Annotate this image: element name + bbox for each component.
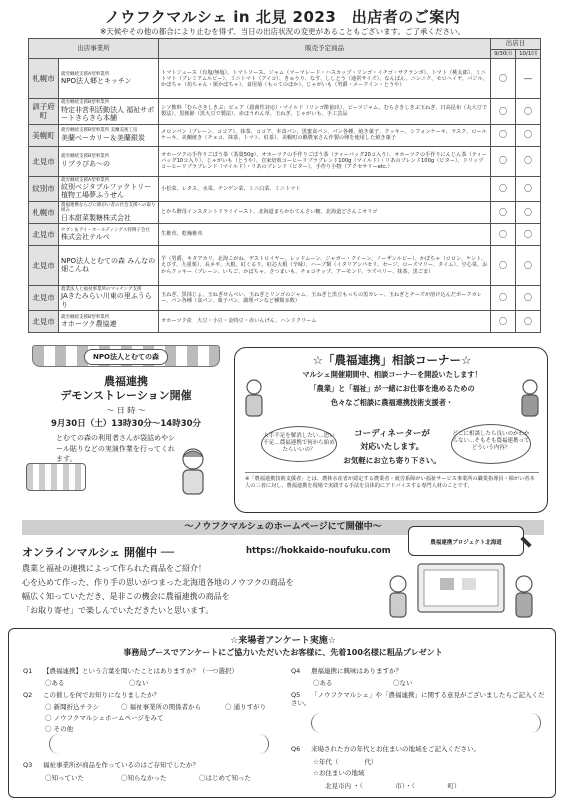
q6-area-field[interactable]: 北見市内 ・（ 市）・（ 町） [325,782,461,790]
q3-opt-first-time[interactable]: 〇はじめて知った [199,774,251,782]
page-note: ※天候やその他の都合により止むを得ず、当日の出店状況の変更があることもございます。ご了承ください。 [99,27,466,36]
row-business [59,201,159,223]
row-business-type: 農業法人と福祉事業所のマッチング支援 [61,286,142,292]
q2-opt-homepage[interactable]: 〇 ノウフクマルシェホームページをみて [45,714,164,722]
farmer-person-icon [241,378,267,418]
survey-title: ☆来場者アンケート実施☆ [230,636,336,646]
row-business [59,176,159,201]
row-day1-mark: 〇 [491,223,516,245]
row-city: 訓子府町 [29,99,59,124]
row-business-name: 紋別ベジタブルファクトリー 植物工場夢ふうせん [61,182,152,200]
q5: Q5 「ノウフクマルシェ」や「農福連携」に関する意見がございましたらご記入ください。 [291,691,545,708]
q3-opt-didnt-know[interactable]: 〇知らなかった [121,774,167,782]
consult-section [234,347,548,513]
table-row [29,245,541,285]
row-day1-mark: 〇 [491,311,516,333]
demo-date-label: ～ 日 時 ～ [106,406,146,415]
row-day2-mark: 〇 [516,146,541,176]
online-line-3: 幅広く知っていただき、是非この機会に農福連携の商品を [22,592,230,601]
q2-opt-newspaper[interactable]: 〇 新聞折込チラシ [45,703,100,711]
row-day1-mark: 〇 [491,201,516,223]
row-business-name: NPO法人郷とキッチン [61,77,132,86]
table-row [29,311,541,333]
row-day1-mark: 〇 [491,176,516,201]
row-city: 北見市 [29,285,59,310]
table-row [29,201,541,223]
row-business-name: 特定非営利活動法人 福祉サポートきらきら本舗 [61,105,155,123]
row-business-name: 美蘭ベーカリー＆美蘭銀炭 [61,133,145,142]
demo-datetime: 9月30日（土）13時30分～14時30分 [50,419,202,429]
online-line-1: 農業と福祉の連携によって作られた商品をご紹介！ [22,564,206,573]
row-business [59,245,159,285]
row-products: オホーツク産 大豆・小豆・金時豆・赤いんげん、ハンドクリーム [159,311,491,333]
row-day1-mark: 〇 [491,99,516,124]
row-city: 札幌市 [29,201,59,223]
q3: Q3 福祉事業所が商品を作っているのはご存知でしたか？ [23,761,199,769]
table-row [29,99,541,124]
consult-line-2: 「農業」と「福祉」が一緒にお仕事を進めるための [309,384,475,393]
table-row [29,59,541,99]
row-business-type: セブン＆アイ・ホールディングス特例子会社 [61,227,150,233]
consult-coordinator: コーディネーターが [354,429,430,439]
q1: Q1 【農福連携】という言葉を聞いたことはありますか？（一つ選択） [23,667,238,675]
row-business-name: NPO法人とむての森 みんなの畑こんね [61,257,156,274]
row-day1-mark: 〇 [491,146,516,176]
row-business-type: 就労継続支援B型事業所 [61,100,110,106]
row-products: とかち酵母インスタントドライイースト、北海道まちかわてんさい糖、北海道どさんこオリゴ [159,201,491,223]
row-business-name: JAきたみらい川東の里ふうらり [61,292,152,309]
q6: Q6 来場された方の年代とお住まいの地域をご記入ください。 [291,745,480,753]
row-business-type: 農福連携ならびに障がい者の社会支援への取り組み [61,202,156,214]
demo-section [22,345,230,505]
table-row [29,124,541,146]
row-business-type: 就労継続支援A型事業所 [61,177,110,183]
row-business-name: 株式会社テルベ [61,232,110,241]
row-day2-mark: 〇 [516,176,541,201]
col-day1: 9/30㈯ [491,49,516,59]
q6-age-field[interactable]: ☆年代（ 代） [313,758,378,766]
row-city: 北見市 [29,223,59,245]
homepage-banner: ～ノウフクマルシェのホームページにて開催中～ [22,520,544,535]
q4-opt-yes[interactable]: 〇ある [313,679,333,687]
q2-other-field[interactable] [49,734,269,754]
col-products: 販売予定商品 [159,39,491,59]
q2-opt-other[interactable]: 〇 その他 [45,725,74,733]
consult-footnote: ※「農福連携技術支援者」とは、農林水産省が認定する農業者・就労系障がい福祉サービス事業所の職業指導員・障がい者本人の三者に対し、農福連携を現場で実践する手法を具体的にアドバイスする専門人材のことです。 [245,472,539,490]
col-date-group: 出店日 [491,39,541,50]
q1-opt-no[interactable]: 〇ない [129,679,149,687]
row-business [59,285,159,310]
table-row [29,176,541,201]
consult-respond: 対応いたします。 [360,442,424,451]
row-business-type: 就労継続支援B型事業所 [61,314,110,320]
survey-section [8,628,556,798]
row-day2-mark: 〇 [516,311,541,333]
row-products: シソ飲料「むらさきしきぶ」ピュア（殺菌性対応）・マイルド（リンゴ酢抽出）、ビーツジャム、むらさきしきぶ玉ねぎ、日高昆布（丸大豆で製法）、黒豚節（黒大豆で製法）、赤ほうれん草、玉ねぎ、じゃがいも、手工芸品 [159,99,491,124]
q5-comment-field[interactable] [311,713,541,733]
online-line-2: 心を込めて作った、作り手の思いがつまった北海道各地のノウフクの商品を [22,578,294,587]
row-city: 紋別市 [29,176,59,201]
row-day2-mark: 〇 [516,223,541,245]
bubble-left: 人手不足を解消したい…思い不足…農福連携で何から始めたらいいの？ [261,426,337,462]
row-day1-mark: 〇 [491,245,516,285]
shopping-family-illustration-icon [378,560,544,622]
col-business: 出店事業所 [29,39,159,59]
page-title: ノウフクマルシェ in 北見 2023 出店者のご案内 [104,8,461,26]
consult-call: お気軽にお立ち寄り下さい。 [343,456,441,465]
row-city: 美幌町 [29,124,59,146]
row-business-type: 就労継続支援B型事業所 [61,154,110,160]
consult-line-3: 色々なご相談に農福連携技術支援者・ [330,398,454,407]
q2: Q2 この催しを何でお知りになりましたか？ [23,691,160,699]
row-business-type: 就労継続支援B型事業所 美蘭美術工房 [61,128,138,134]
online-title: オンラインマルシェ 開催中 ── [22,546,175,559]
row-business [59,146,159,176]
row-business [59,311,159,333]
npo-badge: NPO法人とむての森 [84,349,168,365]
row-city: 北見市 [29,245,59,285]
row-day2-mark: ― [516,59,541,99]
row-city: 北見市 [29,311,59,333]
q3-opt-knew[interactable]: 〇知っていた [45,774,84,782]
exhibitor-table [28,38,541,333]
row-products: メロンパン（プレーン、ココア）、抹茶、ココア、本食パン、黒蜜食パン、パン各種、焼き菓子、クッキー、シフォンケーキ、ラスク、ロールケーキ、美蘭焼き（チョコ、抹茶、トマト、紅茶）、美幌町の酪農家さん作製の卵を使用した焼き菓子 [159,124,491,146]
project-search-box[interactable]: 農福連携プロジェクト北海道 [408,526,524,556]
online-description [22,562,362,618]
q1-opt-yes[interactable]: 〇ある [45,679,65,687]
row-business-name: オホーツク農協連 [61,320,117,329]
row-city: 札幌市 [29,59,59,99]
row-business [59,223,159,245]
row-day2-mark: 〇 [516,124,541,146]
demo-description: とむての森の利用者さんが袋詰めやシール貼りなどの実演作業を行ってくれます。 [56,434,175,463]
col-day2: 10/1㈰ [516,49,541,59]
row-city: 北見市 [29,146,59,176]
row-products: トマトジュース（有塩/無塩）、トマトソース、ジャム（マーマレード・ハスカップ・リンゴ・イチゴ・サクランボ）、トマト（桃太郎）、ミニトマト（プレミアムルビー）、ミニトマト（アイコ）、きゅうり、なす、ししとう（通常サイズ）、なんばん、ニンニク、モロヘイヤ、バジル、かぼちゃ（坊ちゃん・栗かぼちゃ）、食用菊（もってのほか）、じゃがいも（男爵・メークイン・とうや） [159,59,491,99]
table-row [29,146,541,176]
row-business [59,59,159,99]
row-business [59,99,159,124]
q2-opt-welfare[interactable]: 〇 福祉事業所の関係者から [121,703,202,711]
row-day2-mark: 〇 [516,201,541,223]
q4-opt-no[interactable]: 〇ない [393,679,413,687]
q2-opt-passing[interactable]: 〇 通りすがり [225,703,267,711]
demo-title-2: デモンストレーション開催 [60,389,192,402]
site-url-link[interactable]: https://hokkaido-noufuku.com [246,546,391,556]
survey-subtitle: 事務局ブースでアンケートにご協力いただいたお客様に、先着100名様に粗品プレゼント [123,648,443,657]
row-day1-mark: 〇 [491,59,516,99]
row-business-type: 就労継続支援A型事業所 [61,72,110,77]
q4: Q4 農福連携に興味はありますか？ [291,667,402,675]
consult-title: ☆「農福連携」相談コーナー☆ [312,353,472,367]
row-day1-mark: 〇 [491,285,516,310]
online-line-4: 「お取り寄せ」で楽しんでいただきたいと思います。 [22,606,214,615]
bubble-right: どこに相談したら良いのかわからない…そもそも農福連携ってどういう内容？ [451,424,531,464]
row-day2-mark: 〇 [516,285,541,310]
row-products: オホーツクの手作りごぼう茶（茶葉50g）、オホーツクの手作りごぼう茶（ティーバッグ20コ入り）、オホーツクの手作りにんじん茶（ティーバッグ10コ入り）、じゃがいも（とうや）、自家焙煎コーヒーリブラブレンド100g（マイルド）・リあのブレンド100g（ビター）、ドリップコーヒーリブラブレンド（マイルド）・リあのブレンド（ビター）、手作り小物（アクセサリーetc.） [159,146,491,176]
produce-cart-icon [26,463,86,491]
row-business-name: 日本甜菜製糖株式会社 [61,213,131,222]
table-row [29,285,541,310]
row-day1-mark: 〇 [491,124,516,146]
row-business [59,124,159,146]
row-products: 芋（男爵、キタアカリ、北海こがね、デストロイヤー、レッドムーン、ジャガー・クイーン、ノーザンルビー）、かぼちゃ（ロロン、ケント、えびす、九重栗）、長ネギ、大根、紅くるり、紅芯大根（辛味）、ハーブ類（イタリアンパセリ、セージ、ローズマリー、タイム）、空心菜、おからクッキー（プレーン、いちご、かぼちゃ、さつまいも、チョコチップ、アーモンド、ラズベリー、抹茶、黒ごま） [159,245,491,285]
consult-line-1: マルシェ開催期間中、相談コーナーを開設いたします！ [302,370,482,379]
staff-person-icon [517,378,543,418]
row-business-name: リブラぴあ～の [61,159,110,168]
demo-title-1: 農福連携 [104,375,148,388]
row-products: 生椎茸、乾燥椎茸 [159,223,491,245]
girl-illustration-icon [172,445,214,497]
q6-area-label: ☆お住まいの地域 [313,769,365,777]
table-row [29,223,541,245]
row-products: 小松菜、レタス、水菜、チンゲン菜、ミニ白菜、ミニトマト [159,176,491,201]
row-products: 玉ねぎ、黒抹じょ、玉ねぎせんべい、玉ねぎとリンゴのジャム、玉ねぎと黒豆もっちの黒カレー、玉ねぎとチーズが溶け込んだポークカレー、パン各種（食パン、菓子パン、調理パンなど種類多数） [159,285,491,310]
row-day2-mark: 〇 [516,99,541,124]
row-day2-mark: 〇 [516,245,541,285]
